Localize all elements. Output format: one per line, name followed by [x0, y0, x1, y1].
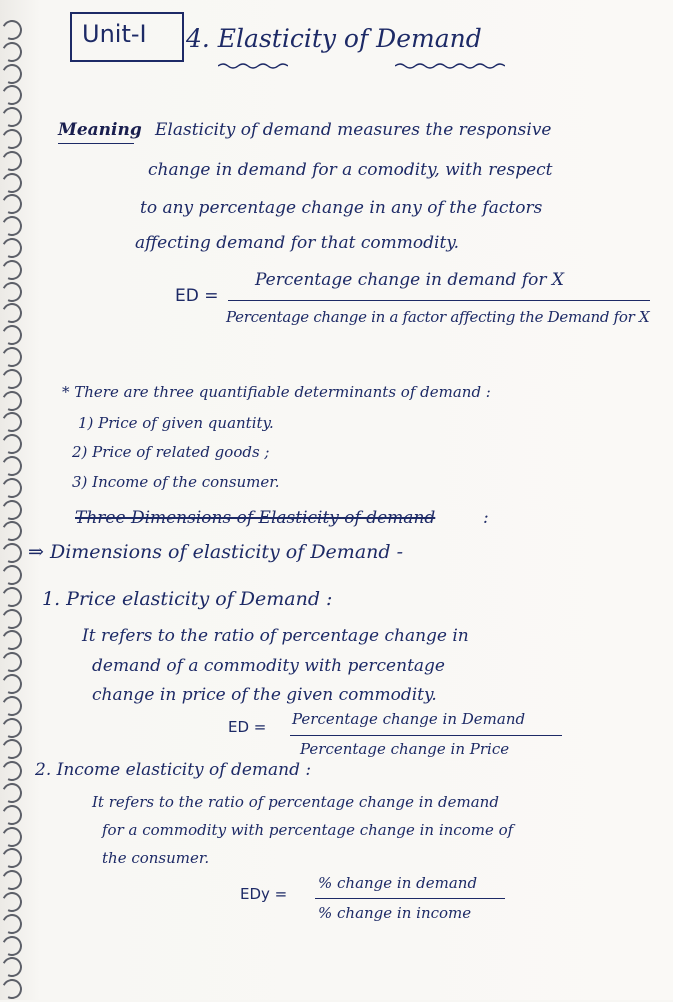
spiral-ring — [0, 649, 25, 675]
spiral-ring — [0, 802, 25, 828]
spiral-ring — [0, 606, 25, 632]
spiral-ring — [0, 17, 25, 43]
formula1-lhs: ED = — [175, 286, 219, 306]
price-elasticity-lhs: ED = — [228, 718, 267, 736]
spiral-ring — [0, 39, 25, 65]
price-elasticity-line-3: change in price of the given commodity. — [92, 685, 437, 705]
income-elasticity-line-1: It refers to the ratio of percentage change in demand — [92, 793, 499, 811]
formula1-numerator: Percentage change in demand for X — [255, 270, 564, 290]
price-elasticity-line-2: demand of a commodity with percentage — [92, 656, 445, 676]
spiral-ring — [0, 61, 25, 87]
spiral-ring — [0, 867, 25, 893]
unit-label: Unit-I — [82, 20, 147, 48]
income-elasticity-heading: 2. Income elasticity of demand : — [35, 760, 312, 780]
spiral-ring — [0, 475, 25, 501]
spiral-ring — [0, 562, 25, 588]
price-elasticity-numerator: Percentage change in Demand — [292, 710, 526, 728]
spiral-ring — [0, 846, 25, 872]
income-elasticity-line-2: for a commodity with percentage change in income of — [102, 821, 514, 839]
spiral-ring — [0, 148, 25, 174]
spiral-ring — [0, 279, 25, 305]
spiral-ring — [0, 955, 25, 981]
spiral-ring — [0, 235, 25, 261]
spiral-ring — [0, 824, 25, 850]
spiral-ring — [0, 911, 25, 937]
meaning-line-4: affecting demand for that commodity. — [135, 233, 460, 253]
price-elasticity-line-1: It refers to the ratio of percentage change in — [82, 626, 469, 646]
spiral-ring — [0, 322, 25, 348]
meaning-line-1: Elasticity of demand measures the responsive — [155, 120, 552, 140]
spiral-ring — [0, 519, 25, 545]
determinant-item-3: 3) Income of the consumer. — [72, 473, 280, 491]
income-elasticity-line-3: the consumer. — [102, 849, 210, 867]
struck-heading-colon: : — [483, 508, 489, 528]
spiral-ring — [0, 540, 25, 566]
spiral-ring — [0, 213, 25, 239]
spiral-ring — [0, 671, 25, 697]
spiral-ring — [0, 497, 25, 523]
spiral-ring — [0, 366, 25, 392]
determinants-intro: * There are three quantifiable determinants of demand : — [62, 383, 491, 401]
spiral-ring — [0, 410, 25, 436]
meaning-line-3: to any percentage change in any of the factors — [140, 198, 543, 218]
meaning-line-2: change in demand for a comodity, with respect — [148, 160, 553, 180]
spiral-ring — [0, 715, 25, 741]
title-wavy-underline — [218, 62, 288, 70]
spiral-ring — [0, 388, 25, 414]
meaning-underline — [58, 143, 134, 144]
determinant-item-2: 2) Price of related goods ; — [72, 443, 270, 461]
spiral-ring — [0, 780, 25, 806]
income-elasticity-fraction-line — [315, 898, 505, 899]
spiral-ring — [0, 257, 25, 283]
price-elasticity-heading: 1. Price elasticity of Demand : — [42, 588, 333, 610]
spiral-ring — [0, 104, 25, 130]
formula1-fraction-line — [228, 300, 650, 301]
page-title: 4. Elasticity of Demand — [186, 24, 482, 53]
spiral-ring — [0, 693, 25, 719]
spiral-ring — [0, 933, 25, 959]
spiral-ring — [0, 758, 25, 784]
income-elasticity-denominator: % change in income — [318, 904, 472, 922]
spiral-ring — [0, 453, 25, 479]
spiral-ring — [0, 344, 25, 370]
spiral-ring — [0, 584, 25, 610]
price-elasticity-denominator: Percentage change in Price — [300, 740, 510, 758]
spiral-ring — [0, 83, 25, 109]
spiral-ring — [0, 431, 25, 457]
meaning-heading: Meaning — [58, 120, 142, 140]
spiral-ring — [0, 192, 25, 218]
price-elasticity-fraction-line — [290, 735, 562, 736]
determinant-item-1: 1) Price of given quantity. — [78, 414, 274, 432]
income-elasticity-numerator: % change in demand — [318, 874, 478, 892]
spiral-ring — [0, 126, 25, 152]
income-elasticity-lhs: EDy = — [240, 885, 288, 903]
dimensions-heading: ⇒ Dimensions of elasticity of Demand - — [28, 541, 403, 563]
spiral-ring — [0, 170, 25, 196]
spiral-ring — [0, 976, 25, 1002]
spiral-ring — [0, 301, 25, 327]
struck-heading: Three Dimensions of Elasticity of demand — [75, 508, 436, 528]
title-wavy-underline-2 — [395, 62, 505, 70]
spiral-binding — [0, 0, 28, 1000]
spiral-ring — [0, 737, 25, 763]
spiral-ring — [0, 889, 25, 915]
spiral-ring — [0, 628, 25, 654]
formula1-denominator: Percentage change in a factor affecting the Demand for X — [226, 308, 650, 326]
